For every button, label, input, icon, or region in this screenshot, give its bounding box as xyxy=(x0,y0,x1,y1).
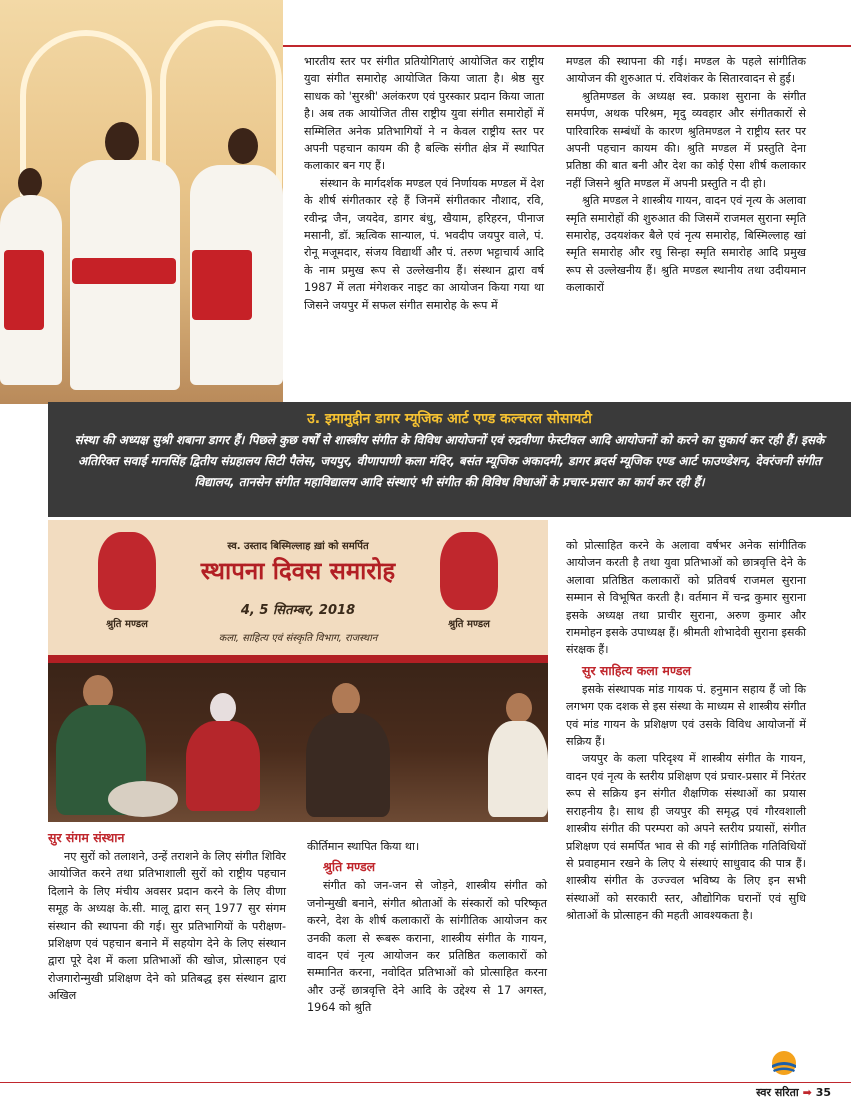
magazine-name: स्वर सरिता xyxy=(756,1086,799,1099)
poster-title: स्थापना दिवस समारोह xyxy=(200,557,396,585)
text-column-top-middle xyxy=(304,53,544,314)
text-column-middle-right xyxy=(566,537,806,925)
page-number: 35 xyxy=(815,1086,831,1099)
section-heading: सुर साहित्य कला मण्डल xyxy=(582,662,691,678)
poster-date: 4, 5 सितम्बर, 2018 xyxy=(240,603,356,618)
page-footer xyxy=(756,1085,831,1100)
poster-band xyxy=(48,655,548,663)
footer-rule xyxy=(0,1082,851,1083)
shruti-mandal-logo-right xyxy=(440,532,498,610)
logo-label-left: श्रुति मण्डल xyxy=(106,619,148,630)
top-rule xyxy=(283,45,851,47)
paragraph: संस्थान के मार्गदर्शक मण्डल एवं निर्णायक मण्डल में देश के शीर्ष संगीतकार रहे हैं जिनमें संगीतकार नौशाद, रवि, रवीन्द्र जैन, जयदेव, डागर बंधु, खैयाम, हरिहरन, पीनाज मसानी, डॉ. ऋत्विक सान्याल, पं. भवदीप जयपुर वाले, पं. रोनू मजूमदार, संजय विद्यार्थी और पं. तरुण भट्टाचार्य आदि के नाम प्रमुख रूप से उल्लेखनीय हैं। संस्थान द्वारा वर्ष 1987 में लता मंगेशकर नाइट का आयोजन किया गया था जिसने जयपुर में सफल संगीत समारोह के रूप में xyxy=(304,176,544,312)
paragraph: संगीत को जन-जन से जोड़ने, शास्त्रीय संगीत को जनोन्मुखी बनाने, संगीत श्रोताओं के संस्कारों को परिष्कृत करने, देश के शीर्ष कलाकारों के सांगीतिक आयोजन कर उनकी कला से रूबरू कराना, शास्त्रीय संगीत के गायन, वादन एवं नृत्य आयोजन कर प्रतिष्ठित कलाकारों को सम्मानित करना, नवोदित प्रतिभाओं को प्रोत्साहित करना और उन्हें छात्रवृत्ति देने आदि के उद्देश्य से 17 अगस्त, 1964 को श्रुति xyxy=(307,879,547,1015)
paragraph: कीर्तिमान स्थापित किया था। xyxy=(307,840,420,853)
arrow-icon: ➡ xyxy=(802,1086,812,1099)
section-heading: श्रुति मण्डल xyxy=(323,859,376,875)
event-poster xyxy=(48,520,548,663)
poster-dedication: स्व. उस्ताद बिस्मिल्लाह ख़ां को समर्पित xyxy=(227,541,369,552)
paragraph: को प्रोत्साहित करने के अलावा वर्षभर अनेक सांगीतिक आयोजन करती है तथा युवा प्रतिभाओं को छात्रवृत्ति देने के अलावा प्रतिष्ठित कलाकारों को प्रतिवर्ष राजमल सुराना सम्मान से विभूषित करती है। वर्तमान में चन्द्र कुमार सुराना इसके अध्यक्ष तथा प्राचीर सुराना, अरुण कुमार और राममोहन इसके उपाध्यक्ष हैं। श्रीमती शोभादेवी सुराना इसकी संरक्षक हैं। xyxy=(566,539,806,657)
paragraph: मण्डल की स्थापना की गई। मण्डल के पहले सांगीतिक आयोजन की शुरुआत पं. रविशंकर के सितारवादन से हुई। xyxy=(566,55,806,86)
concert-photo xyxy=(48,520,548,822)
banner-title: उ. इमामुद्दीन डागर म्यूजिक आर्ट एण्ड कल्चरल सोसायटी xyxy=(307,411,592,427)
paragraph: भारतीय स्तर पर संगीत प्रतियोगिताएं आयोजित कर राष्ट्रीय युवा संगीत समारोह आयोजित किया जाता है। श्रेष्ठ सुर साधक को 'सुरश्री' अलंकरण एवं पुरस्कार प्रदान किया जाता है। अब तक आयोजित तीस राष्ट्रीय युवा संगीत समारोहों में सम्मिलित अनेक प्रतिभागियों ने न केवल राष्ट्रीय स्तर पर अपनी पहचान कायम की है बल्कि संगीत क्षेत्र में स्थापित कलाकार बन गए हैं। xyxy=(304,55,544,173)
paragraph: इसके संस्थापक मांड गायक पं. हनुमान सहाय हैं जो कि लगभग एक दशक से इस संस्था के माध्यम से शास्त्रीय संगीत एवं मांड गायन के प्रशिक्षण एवं उसके विविध आयोजनों में सक्रिय हैं। xyxy=(566,682,806,749)
society-banner xyxy=(48,402,851,517)
text-column-top-right xyxy=(566,53,806,297)
dancing-children-photo xyxy=(0,0,283,404)
text-column-bottom-middle xyxy=(307,838,547,1017)
sun-logo-icon xyxy=(771,1050,797,1076)
logo-label-right: श्रुति मण्डल xyxy=(448,619,490,630)
banner-body: संस्था की अध्यक्ष सुश्री शबाना डागर हैं। पिछले कुछ वर्षों से शास्त्रीय संगीत के विविध आयोजनों एवं रुद्रवीणा फेस्टीवल आदि आयोजनों को करने का सुकार्य कर रही हैं। इसके अतिरिक्त सवाई मानसिंह द्वितीय संग्रहालय सिटी पैलेस, जयपुर, वीणापाणी कला मंदिर, बसंत म्यूजिक अकादमी, डागर ब्रदर्स म्यूजिक एण्ड आर्ट फाउण्डेशन, देवरंजनी संगीत विद्यालय, तानसेन संगीत महाविद्यालय आदि संस्थाएं भी संगीत की विविध विधाओं के प्रचार-प्रसार का कार्य कर रही हैं। xyxy=(74,433,825,489)
paragraph: नए सुरों को तलाशने, उन्हें तराशने के लिए संगीत शिविर आयोजित करने तथा प्रतिभाशाली सुरों को राष्ट्रीय पहचान दिलाने के लिए मंचीय अवसर प्रदान करने के लिए वीणा समूह के अध्यक्ष के.सी. मालू द्वारा सन् 1977 सुर संगम संस्थान की स्थापना की गई। सुर प्रतिभागियों के परीक्षण-प्रशिक्षण एवं पहचान बनाने में सहयोग देने के लिए संस्थान द्वारा पूरे देश में कला प्रतिभाओं की खोज, प्रोत्साहन एवं रोजगारोन्मुखी प्रशिक्षण देने को प्रतिबद्ध इस संस्थान द्वारा अखिल xyxy=(48,850,286,1003)
section-heading: सुर संगम संस्थान xyxy=(48,830,125,845)
poster-department: कला, साहित्य एवं संस्कृति विभाग, राजस्थान xyxy=(218,633,378,644)
paragraph: श्रुति मण्डल ने शास्त्रीय गायन, वादन एवं नृत्य के अलावा स्मृति समारोहों की शुरुआत की जिसमें राजमल सुराना स्मृति समारोह, उदयशंकर बैले एवं नृत्य समारोह, बिस्मिल्लाह खां स्मृति समारोह और रघु सिन्हा स्मृति समारोह आदि प्रमुख रूप से उल्लेखनीय हैं। श्रुति मण्डल स्थानीय तथा उदीयमान कलाकारों xyxy=(566,194,806,295)
text-column-bottom-left xyxy=(48,826,286,1005)
stage-scene xyxy=(48,663,548,822)
paragraph: जयपुर के कला परिदृश्य में शास्त्रीय संगीत के गायन, वादन एवं नृत्य के स्तरीय प्रशिक्षण एवं प्रचार-प्रसार में निरंतर रूप से सक्रिय इन संगीत शैक्षणिक संस्थाओं का प्रयास सराहनीय है। साथ ही जयपुर की समृद्ध एवं गौरवशाली शास्त्रीय संगीत की परम्परा को अपने स्तरीय प्रयासों, संगीत प्रशिक्षण एवं समर्पित भाव से की गई सांगीतिक गतिविधियों से प्रवाहमान रखने के लिए ये संस्थाएं साधुवाद की पात्र हैं। शास्त्रीय संगीत के उज्ज्वल भविष्य के लिए इन सभी संस्थाओं को सरकारी स्तर, औद्योगिक घरानों एवं सुधि श्रोताओं के प्रोत्साहन की महती आवश्यकता है। xyxy=(566,752,806,923)
paragraph: श्रुतिमण्डल के अध्यक्ष स्व. प्रकाश सुराना के संगीत समर्पण, अथक परिश्रम, मृदु व्यवहार और संगीतकारों से पारिवारिक सम्बंधों के कारण श्रुतिमण्डल ने राष्ट्रीय स्तर पर अपनी पहचान कायम की। श्रुति मण्डल में प्रस्तुति देना प्रतिष्ठा की बात बनी और देश का कोई ऐसा शीर्ष कलाकार नहीं जिसने श्रुति मण्डल में अपनी प्रस्तुति न दी हो। xyxy=(566,89,806,190)
shruti-mandal-logo-left xyxy=(98,532,156,610)
